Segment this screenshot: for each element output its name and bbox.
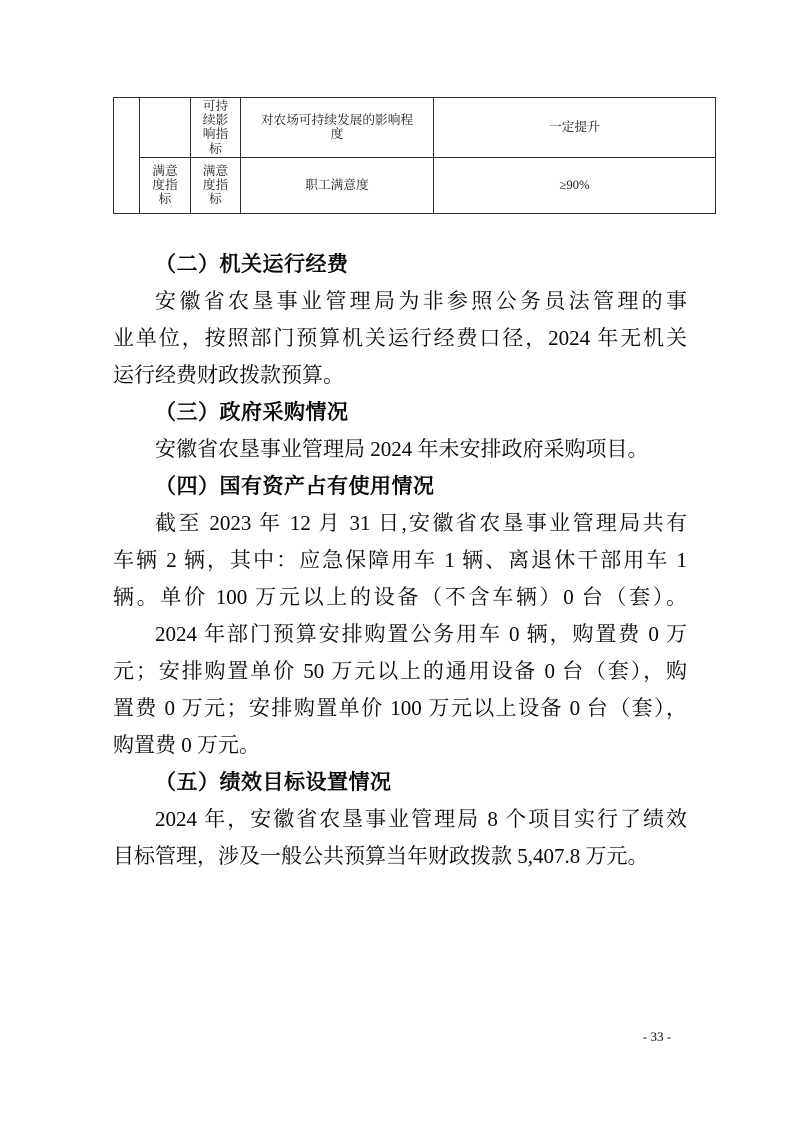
body-line: 安徽省农垦事业管理局为非参照公务员法管理的事 (155, 289, 687, 313)
table-cell-indicator-value: 一定提升 (434, 98, 716, 158)
body-line: 2024 年部门预算安排购置公务用车 0 辆，购置费 0 万 (155, 622, 687, 646)
table-cell-indicator-name (241, 157, 434, 213)
table-cell-satisfaction-subcategory (191, 157, 241, 213)
body-line: 置费 0 万元；安排购置单价 100 万元以上设备 0 台（套）， (113, 696, 687, 720)
body-line: 截至 2023 年 12 月 31 日,安徽省农垦事业管理局共有 (155, 511, 687, 535)
table-row (114, 98, 716, 158)
body-line: 元；安排购置单价 50 万元以上的通用设备 0 台（套），购 (113, 659, 687, 683)
section-heading-organ-operating-expenses: （二）机关运行经费 (155, 252, 349, 276)
table-cell-category-spacer (114, 98, 140, 214)
body-line: 辆。单价 100 万元以上的设备（不含车辆）0 台（套）。 (113, 585, 687, 609)
table-cell-subcategory-empty (140, 98, 191, 158)
body-line: 车辆 2 辆，其中：应急保障用车 1 辆、离退休干部用车 1 (113, 548, 687, 572)
table-cell-text: 可持续影响指标 (202, 99, 229, 156)
table-cell-text: 满意度指标 (202, 164, 229, 207)
table-cell-sustainable-impact-category (191, 98, 241, 158)
document-body (113, 246, 687, 875)
table-cell-indicator-name (241, 98, 434, 158)
table-row (114, 157, 716, 213)
section-heading-performance-targets: （五）绩效目标设置情况 (155, 770, 392, 794)
body-line: 业单位，按照部门预算机关运行经费口径，2024 年无机关 (113, 326, 687, 350)
table-cell-text: 对农场可持续发展的影响程度 (260, 113, 414, 142)
table-cell-text: 满意度指标 (152, 164, 178, 207)
table-cell-text: 职工满意度 (305, 178, 369, 193)
body-line: 2024 年，安徽省农垦事业管理局 8 个项目实行了绩效 (155, 807, 687, 831)
performance-indicator-table (113, 97, 716, 214)
body-line: 安徽省农垦事业管理局 2024 年未安排政府采购项目。 (155, 437, 649, 461)
table-cell-satisfaction-category (140, 157, 191, 213)
table-cell-indicator-value: ≥90% (434, 157, 716, 213)
body-line: 购置费 0 万元。 (113, 733, 260, 757)
section-heading-government-procurement: （三）政府采购情况 (155, 400, 349, 424)
body-line: 目标管理，涉及一般公共预算当年财政拨款 5,407.8 万元。 (113, 844, 649, 868)
body-line: 运行经费财政拨款预算。 (113, 363, 344, 387)
page-number: - 33 - (642, 1029, 672, 1044)
section-heading-state-owned-assets: （四）国有资产占有使用情况 (155, 474, 435, 498)
